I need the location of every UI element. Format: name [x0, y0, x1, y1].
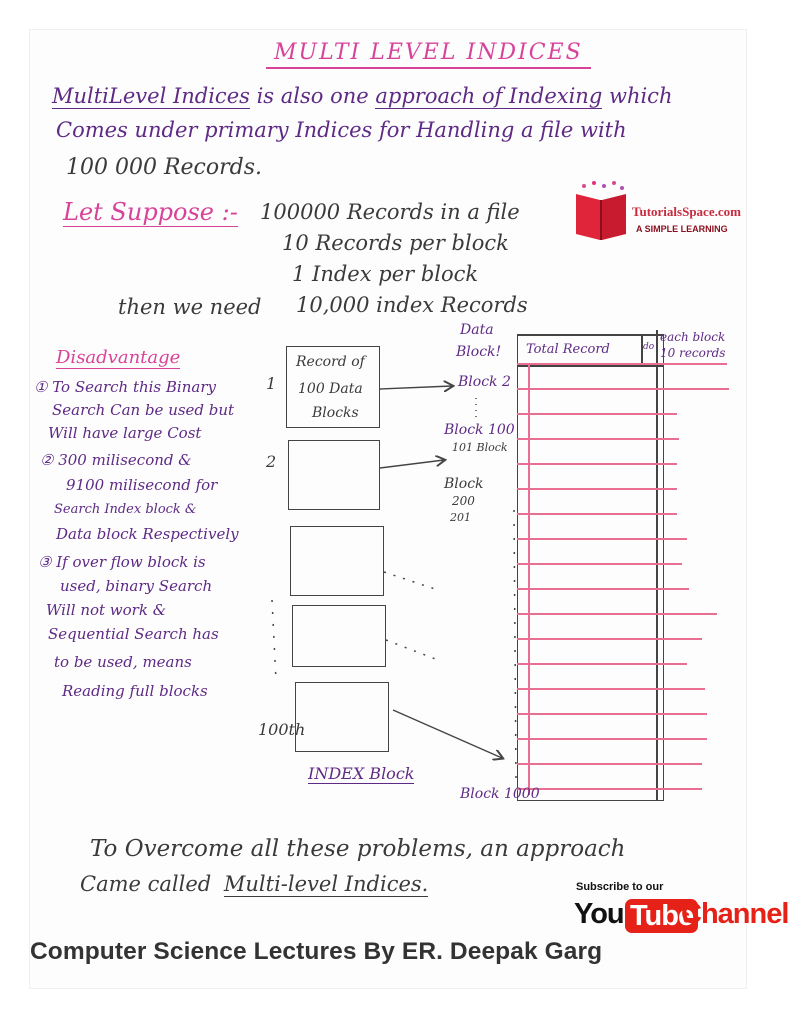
- index-box-text: Blocks: [312, 405, 359, 421]
- block-label: Block 1000: [460, 786, 540, 802]
- disadvantage-line: Will not work &: [46, 601, 167, 619]
- disadvantage-line: used, binary Search: [60, 577, 213, 595]
- logo-tagline: A SIMPLE LEARNING: [636, 224, 728, 234]
- conclusion-line-2: [80, 872, 428, 896]
- disadvantage-line: to be used, means: [54, 653, 192, 671]
- disadvantage-line: ① To Search this Binary: [34, 378, 216, 396]
- suppose-line: 1 Index per block: [292, 262, 479, 286]
- block-label: 101 Block: [452, 441, 508, 454]
- disadvantage-line: Data block Respectively: [56, 525, 239, 543]
- intro-approach: approach of Indexing: [375, 84, 603, 108]
- row-number: 100th: [258, 720, 306, 739]
- each-block-note: each block: [660, 330, 726, 344]
- page-title: MULTI LEVEL INDICES: [266, 40, 591, 69]
- intro-end: which: [608, 84, 673, 108]
- conclusion-term: Multi-level Indices.: [223, 872, 429, 896]
- intro-line-2: Comes under primary Indices for Handling a file with: [56, 118, 627, 142]
- youtube-channel[interactable]: Channel: [681, 898, 788, 930]
- block-label: Block 2: [458, 374, 511, 390]
- index-box-text: Record of: [296, 354, 365, 370]
- block-label: Block 100: [444, 422, 515, 438]
- let-suppose-label: Let Suppose :-: [63, 198, 238, 226]
- subscribe-text: Subscribe to our: [576, 881, 664, 893]
- disadvantage-title: Disadvantage: [56, 347, 181, 368]
- data-block-label: Data: [460, 322, 494, 338]
- disadvantage-line: Search Can be used but: [52, 401, 235, 419]
- disadvantage-line: Sequential Search has: [48, 625, 219, 643]
- block-label: Block: [444, 476, 484, 492]
- youtube-tube[interactable]: Tube: [625, 899, 698, 933]
- table-header: Total Record: [526, 342, 610, 357]
- data-block-label: Block!: [456, 344, 502, 360]
- each-block-note: 10 records: [660, 346, 726, 360]
- row-number: 2: [266, 452, 277, 471]
- disadvantage-line: Search Index block &: [54, 502, 197, 517]
- conclusion-line-1: To Overcome all these problems, an approach: [90, 836, 626, 862]
- intro-term: MultiLevel Indices: [52, 84, 250, 108]
- disadvantage-line: 9100 milisecond for: [66, 476, 218, 494]
- suppose-line: 10 Records per block: [282, 231, 509, 255]
- intro-line-3: 100 000 Records.: [66, 155, 263, 180]
- index-box-text: 100 Data: [298, 381, 363, 397]
- youtube-you[interactable]: You: [574, 898, 624, 930]
- table-header-fragment: do: [643, 342, 655, 352]
- block-label: 201: [450, 511, 471, 524]
- logo-name: TutorialsSpace.com: [632, 204, 741, 219]
- disadvantage-line: Will have large Cost: [48, 424, 202, 442]
- disadvantage-line: Reading full blocks: [62, 682, 208, 700]
- intro-mid: is also one: [256, 84, 369, 108]
- suppose-line: 100000 Records in a file: [260, 200, 520, 224]
- footer-credit: Computer Science Lectures By ER. Deepak Garg: [30, 938, 603, 965]
- block-label: 200: [452, 494, 475, 508]
- suppose-line: 10,000 index Records: [296, 293, 528, 317]
- then-we-need: then we need: [118, 295, 262, 319]
- conclusion-start: Came called: [80, 872, 212, 896]
- row-number: 1: [266, 374, 277, 393]
- disadvantage-line: ② 300 milisecond &: [40, 451, 192, 469]
- disadvantage-line: ③ If over flow block is: [38, 553, 206, 571]
- index-block-label: INDEX Block: [308, 764, 415, 783]
